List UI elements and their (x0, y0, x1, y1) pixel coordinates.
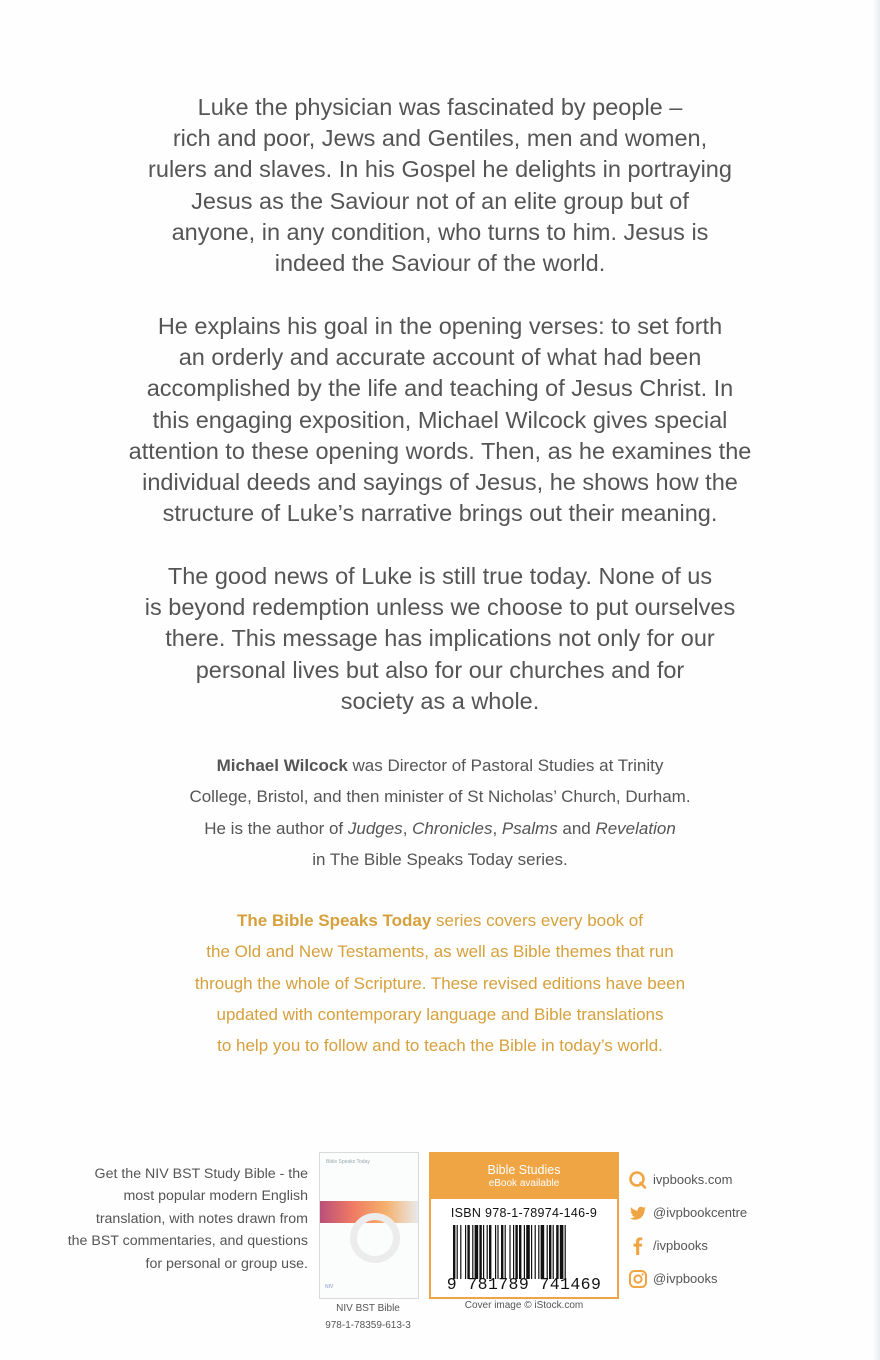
facebook-icon (628, 1236, 648, 1256)
series-line: the Old and New Testaments, as well as Bible themes that run (206, 942, 674, 962)
book-title: Psalms (501, 818, 558, 838)
series-line: updated with contemporary language and Bible translations (216, 1004, 664, 1024)
ivp-q-icon (628, 1170, 648, 1190)
blurb-line: is beyond redemption unless we choose to put ourselves (144, 594, 736, 621)
badge-ebook: eBook available (488, 1178, 560, 1189)
instagram-icon (628, 1269, 648, 1289)
barcode-bar (515, 1225, 517, 1279)
promo-line: translation, with notes drawn from (95, 1210, 308, 1227)
book-title: Judges (347, 818, 403, 838)
barcode-bar (479, 1225, 481, 1279)
barcode-bar (526, 1225, 530, 1279)
blurb-line: rulers and slaves. In his Gospel he delights in portraying (148, 156, 732, 183)
barcode-bar (475, 1225, 479, 1279)
barcode-bar (460, 1225, 461, 1279)
twitter-label: @ivpbookcentre (653, 1205, 748, 1220)
barcode-bar (453, 1225, 455, 1279)
cover-image-credit: Cover image © iStock.com (464, 1300, 584, 1311)
blurb-line: this engaging exposition, Michael Wilcock gives special (152, 406, 728, 433)
barcode-bar (538, 1225, 539, 1279)
author-bio-line: in The Bible Speaks Today series. (312, 849, 568, 869)
cover-ring-graphic (350, 1213, 400, 1263)
author-name: Michael Wilcock (216, 756, 348, 775)
barcode-digits: 9 781789 741469 (446, 1275, 602, 1294)
page-edge (872, 0, 880, 1360)
cover-caption (300, 1301, 436, 1334)
barcode-bar (549, 1225, 551, 1279)
promo-line: the BST commentaries, and questions (67, 1233, 308, 1250)
blurb-line: individual deeds and sayings of Jesus, he shows how the (142, 469, 738, 496)
blurb-line: Luke the physician was fascinated by people – (197, 94, 683, 120)
blurb-line: The good news of Luke is still true today. None of us (167, 563, 713, 589)
promo-line: for personal or group use. (145, 1255, 308, 1272)
barcode (453, 1225, 603, 1279)
barcode-bar (497, 1225, 498, 1279)
series-description (90, 905, 790, 1061)
badge-header (431, 1154, 617, 1199)
social-links (628, 1163, 747, 1295)
website-label: ivpbooks.com (653, 1172, 733, 1187)
barcode-bar (501, 1225, 503, 1279)
barcode-bar (565, 1225, 566, 1279)
book-title: Revelation (595, 818, 676, 838)
barcode-bar (519, 1225, 521, 1279)
author-bio (100, 750, 780, 875)
blurb-paragraph-3 (70, 561, 810, 717)
book-title: Chronicles (412, 818, 493, 838)
author-bio-line: Michael Wilcock was Director of Pastoral Studies at Trinity (216, 756, 664, 775)
barcode-bar (547, 1225, 548, 1279)
barcode-bar (483, 1225, 484, 1279)
barcode-bar (465, 1225, 466, 1279)
blurb-line: personal lives but also for our churches and for (195, 656, 685, 683)
badge-category: Bible Studies (487, 1163, 561, 1177)
barcode-bar (489, 1225, 491, 1279)
isbn-text: ISBN 978-1-78974-146-9 (450, 1206, 598, 1220)
series-line: to help you to follow and to teach the Bible in today’s world. (217, 1036, 663, 1056)
barcode-bar (553, 1225, 554, 1279)
barcode-bar (560, 1225, 564, 1279)
barcode-bar (531, 1225, 532, 1279)
barcode-bar (556, 1225, 558, 1279)
blurb-line: He explains his goal in the opening verses: to set forth (157, 313, 723, 339)
blurb-line: anyone, in any condition, who turns to him. Jesus is (171, 218, 709, 245)
blurb-line: indeed the Saviour of the world. (274, 250, 606, 277)
blurb-line: accomplished by the life and teaching of Jesus Christ. In (146, 375, 734, 402)
barcode-bar (495, 1225, 496, 1279)
series-name: The Bible Speaks Today (237, 911, 432, 930)
barcode-bar (535, 1225, 536, 1279)
cover-caption-title: NIV BST Bible (336, 1303, 400, 1314)
barcode-bar (509, 1225, 510, 1279)
blurb-line: there. This message has implications not only for our (165, 625, 715, 652)
cover-brand: NIV (325, 1284, 334, 1290)
cover-caption-isbn: 978-1-78359-613-3 (325, 1319, 411, 1331)
blurb-line: Jesus as the Saviour not of an elite group but of (191, 187, 689, 214)
barcode-bar (541, 1225, 545, 1279)
blurb-line: society as a whole. (340, 687, 540, 714)
isbn-badge (429, 1152, 619, 1299)
blurb-line: an orderly and accurate account of what had been (178, 344, 702, 371)
cover-mini-title: Bible Speaks Today (326, 1159, 370, 1165)
barcode-bar (467, 1225, 469, 1279)
blurb-line: structure of Luke’s narrative brings out their meaning. (162, 500, 718, 527)
social-website[interactable] (628, 1163, 747, 1196)
author-bio-line: He is the author of Judges, Chronicles, Psalms and Revelation (204, 818, 676, 838)
twitter-icon (628, 1203, 648, 1223)
barcode-bar (457, 1225, 458, 1279)
promo-line: most popular modern English (123, 1188, 308, 1205)
series-line: through the whole of Scripture. These revised editions have been (194, 973, 686, 993)
barcode-bar (505, 1225, 506, 1279)
blurb-line: attention to these opening words. Then, as he examines the (128, 437, 752, 464)
author-bio-line: College, Bristol, and then minister of St Nicholas’ Church, Durham. (189, 787, 691, 807)
study-bible-cover-image (319, 1152, 419, 1299)
study-bible-promo (40, 1163, 308, 1275)
social-twitter[interactable] (628, 1196, 747, 1229)
blurb-paragraph-1 (70, 92, 810, 279)
instagram-label: @ivpbooks (653, 1271, 718, 1286)
promo-line: Get the NIV BST Study Bible - the (94, 1166, 308, 1182)
facebook-label: /ivpbooks (653, 1238, 708, 1253)
blurb-line: rich and poor, Jews and Gentiles, men and women, (172, 125, 708, 152)
barcode-bar (524, 1225, 525, 1279)
social-facebook[interactable] (628, 1229, 747, 1262)
barcode-bar (472, 1225, 473, 1279)
blurb-paragraph-2 (70, 311, 810, 529)
series-line: The Bible Speaks Today series covers every book of (237, 911, 643, 930)
barcode-bar (487, 1225, 488, 1279)
social-instagram[interactable] (628, 1262, 747, 1295)
barcode-bar (513, 1225, 514, 1279)
